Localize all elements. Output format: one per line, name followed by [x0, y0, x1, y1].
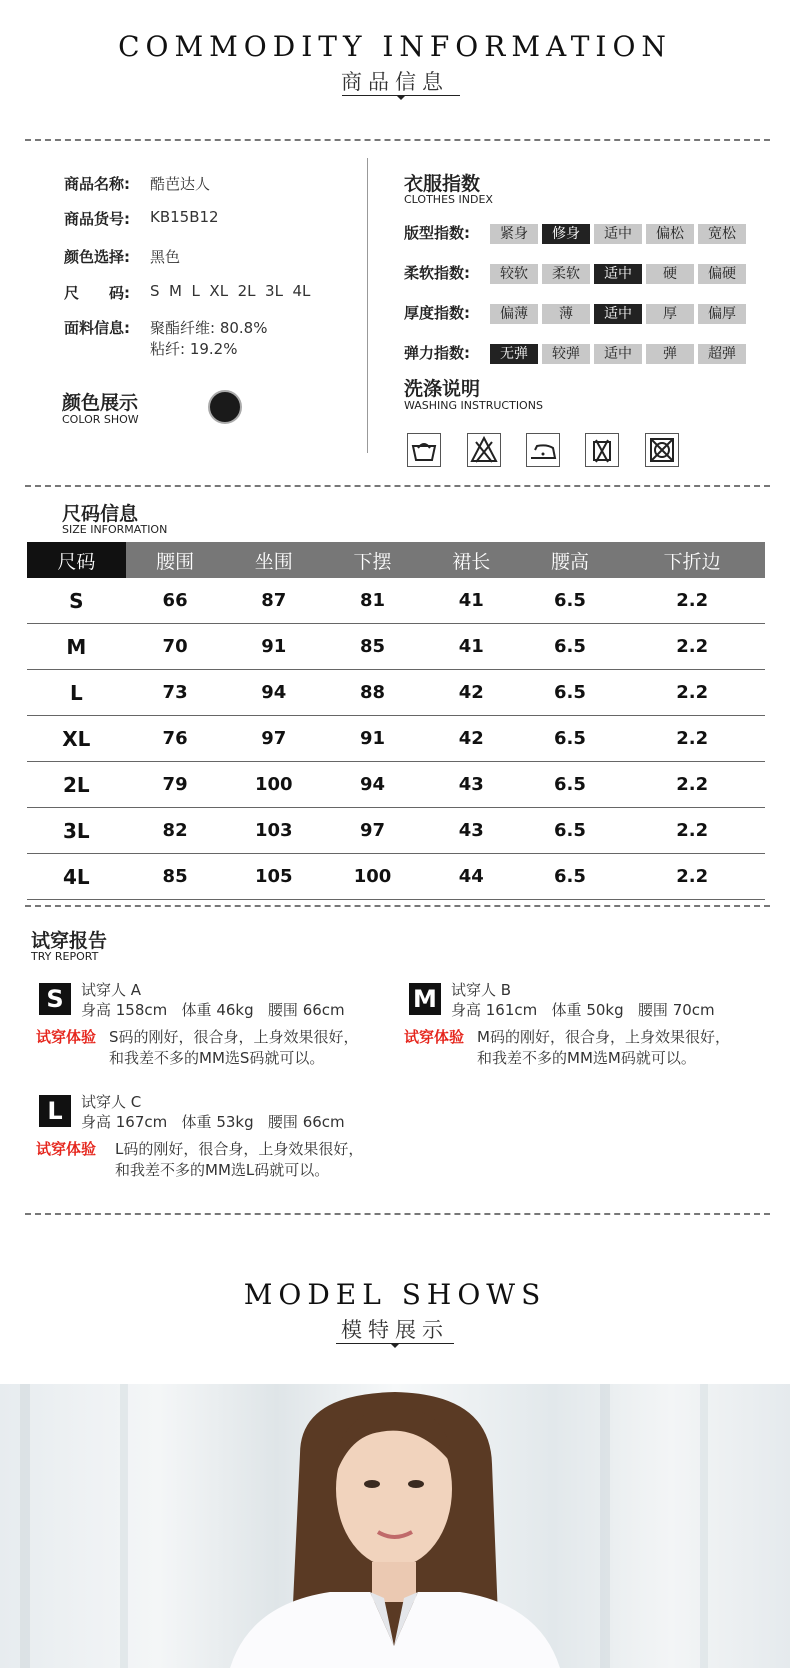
model-title-en: MODEL SHOWS: [243, 1278, 547, 1311]
tester-stats: 身高 158cm 体重 46kg 腰围 66cm: [81, 1001, 345, 1019]
index-option: 偏松: [646, 224, 694, 244]
index-option: 偏厚: [698, 304, 746, 324]
table-cell: 6.5: [521, 716, 620, 762]
index-option: 弹: [646, 344, 694, 364]
table-cell: 70: [126, 624, 225, 670]
index-option: 适中: [594, 264, 642, 284]
divider: [25, 139, 770, 141]
table-row: [27, 716, 765, 762]
table-cell: 6.5: [521, 854, 620, 900]
experience-line1: S码的刚好，很合身，上身效果很好，: [109, 1028, 359, 1046]
index-option: 偏薄: [490, 304, 538, 324]
index-row-label: 柔软指数:: [404, 264, 470, 282]
hand-wash-icon: [407, 433, 441, 467]
table-cell: 76: [126, 716, 225, 762]
table-cell: 6.5: [521, 624, 620, 670]
table-cell: 85: [323, 624, 422, 670]
fabric-line1: 聚酯纤维: 80.8%: [150, 319, 268, 337]
fabric-line2: 粘纤: 19.2%: [150, 340, 238, 358]
index-option: 超弹: [698, 344, 746, 364]
index-option: 适中: [594, 224, 642, 244]
table-cell: L: [27, 670, 126, 716]
model-photo: [0, 1384, 790, 1668]
table-cell: 43: [422, 808, 521, 854]
table-cell: 6.5: [521, 670, 620, 716]
table-cell: 82: [126, 808, 225, 854]
table-cell: 6.5: [521, 808, 620, 854]
size-table-header-cell: 坐围: [224, 542, 323, 578]
table-cell: 2.2: [619, 624, 765, 670]
table-cell: 2.2: [619, 670, 765, 716]
tester-name: 试穿人 B: [451, 981, 512, 999]
color-label: 颜色选择:: [64, 248, 130, 266]
table-cell: 41: [422, 624, 521, 670]
index-option: 较软: [490, 264, 538, 284]
index-option: 宽松: [698, 224, 746, 244]
size-table-header-cell: 裙长: [422, 542, 521, 578]
index-option: 适中: [594, 304, 642, 324]
table-cell: 88: [323, 670, 422, 716]
table-cell: 73: [126, 670, 225, 716]
table-cell: 91: [224, 624, 323, 670]
title-arrow: [390, 1343, 400, 1348]
table-cell: 6.5: [521, 762, 620, 808]
tester-name: 试穿人 A: [81, 981, 142, 999]
no-tumble-dry-icon: [645, 433, 679, 467]
tester-name: 试穿人 C: [81, 1093, 142, 1111]
experience-line2: 和我差不多的MM选L码就可以。: [115, 1161, 330, 1179]
table-cell: 2.2: [619, 762, 765, 808]
table-cell: 2L: [27, 762, 126, 808]
index-option: 偏硬: [698, 264, 746, 284]
name-value: 酷芭达人: [150, 175, 211, 193]
table-cell: 91: [323, 716, 422, 762]
sku-label: 商品货号:: [64, 210, 130, 228]
table-cell: 2.2: [619, 808, 765, 854]
table-cell: 2.2: [619, 716, 765, 762]
table-cell: 66: [126, 578, 225, 624]
index-option: 薄: [542, 304, 590, 324]
size-info-title: 尺码信息: [62, 503, 139, 525]
table-cell: 44: [422, 854, 521, 900]
index-option: 厚: [646, 304, 694, 324]
clothes-index-subtitle: CLOTHES INDEX: [404, 193, 493, 206]
size-badge-l: L: [39, 1095, 71, 1127]
table-cell: 105: [224, 854, 323, 900]
table-cell: 42: [422, 670, 521, 716]
size-table-header-cell: 下折边: [619, 542, 765, 578]
size-table: [27, 542, 765, 900]
tester-stats: 身高 167cm 体重 53kg 腰围 66cm: [81, 1113, 345, 1131]
experience-label: 试穿体验: [36, 1028, 97, 1046]
table-cell: 103: [224, 808, 323, 854]
table-cell: 100: [323, 854, 422, 900]
index-option: 柔软: [542, 264, 590, 284]
vertical-divider: [367, 158, 368, 453]
table-cell: XL: [27, 716, 126, 762]
index-option-bar: [490, 344, 750, 364]
experience-line1: L码的刚好，很合身，上身效果很好，: [115, 1140, 364, 1158]
index-option-bar: [490, 304, 750, 324]
index-option-bar: [490, 264, 750, 284]
table-cell: 2.2: [619, 578, 765, 624]
table-cell: 97: [323, 808, 422, 854]
washing-title: 洗涤说明: [404, 378, 481, 400]
table-cell: 94: [323, 762, 422, 808]
table-cell: 6.5: [521, 578, 620, 624]
table-row: [27, 854, 765, 900]
table-cell: 3L: [27, 808, 126, 854]
index-option: 较弹: [542, 344, 590, 364]
experience-label: 试穿体验: [404, 1028, 465, 1046]
size-badge-m: M: [409, 983, 441, 1015]
size-table-header: [27, 542, 765, 578]
color-value: 黑色: [150, 248, 181, 266]
title-arrow: [396, 95, 406, 100]
index-option: 紧身: [490, 224, 538, 244]
size-value: S M L XL 2L 3L 4L: [150, 282, 311, 300]
color-show-title: 颜色展示: [62, 392, 139, 414]
size-table-header-cell: 尺码: [27, 542, 126, 578]
table-cell: 41: [422, 578, 521, 624]
index-option: 无弹: [490, 344, 538, 364]
commodity-title-en: COMMODITY INFORMATION: [118, 30, 672, 63]
table-cell: 100: [224, 762, 323, 808]
table-cell: 87: [224, 578, 323, 624]
table-cell: M: [27, 624, 126, 670]
table-cell: S: [27, 578, 126, 624]
sku-value: KB15B12: [150, 208, 219, 226]
experience-line2: 和我差不多的MM选S码就可以。: [109, 1049, 325, 1067]
table-cell: 94: [224, 670, 323, 716]
table-cell: 81: [323, 578, 422, 624]
size-badge-s: S: [39, 983, 71, 1015]
table-row: [27, 670, 765, 716]
washing-subtitle: WASHING INSTRUCTIONS: [404, 399, 543, 412]
color-swatch[interactable]: [208, 390, 242, 424]
table-row: [27, 624, 765, 670]
color-show-subtitle: COLOR SHOW: [62, 413, 139, 426]
experience-label: 试穿体验: [36, 1140, 97, 1158]
table-row: [27, 578, 765, 624]
size-label: 尺 码:: [64, 284, 130, 302]
table-cell: 85: [126, 854, 225, 900]
index-option: 修身: [542, 224, 590, 244]
table-cell: 42: [422, 716, 521, 762]
experience-line1: M码的刚好，很合身，上身效果很好，: [477, 1028, 730, 1046]
table-cell: 4L: [27, 854, 126, 900]
model-title-cn: 模特展示: [341, 1318, 449, 1342]
divider: [25, 485, 770, 487]
index-row-label: 厚度指数:: [404, 304, 470, 322]
table-row: [27, 762, 765, 808]
table-cell: 43: [422, 762, 521, 808]
table-cell: 79: [126, 762, 225, 808]
index-row-label: 弹力指数:: [404, 344, 470, 362]
name-label: 商品名称:: [64, 175, 130, 193]
try-report-title: 试穿报告: [31, 930, 108, 952]
size-info-subtitle: SIZE INFORMATION: [62, 523, 168, 536]
index-option: 硬: [646, 264, 694, 284]
divider: [25, 905, 770, 907]
table-cell: 2.2: [619, 854, 765, 900]
try-report-subtitle: TRY REPORT: [31, 950, 99, 963]
index-option-bar: [490, 224, 750, 244]
fabric-label: 面料信息:: [64, 319, 130, 337]
divider: [25, 1213, 770, 1215]
no-bleach-icon: [467, 433, 501, 467]
index-option: 适中: [594, 344, 642, 364]
iron-icon: [526, 433, 560, 467]
tester-stats: 身高 161cm 体重 50kg 腰围 70cm: [451, 1001, 715, 1019]
table-row: [27, 808, 765, 854]
index-row-label: 版型指数:: [404, 224, 470, 242]
size-table-header-cell: 腰高: [521, 542, 620, 578]
size-table-header-cell: 腰围: [126, 542, 225, 578]
no-wring-icon: [585, 433, 619, 467]
commodity-title-cn: 商品信息: [341, 70, 449, 94]
table-cell: 97: [224, 716, 323, 762]
clothes-index-title: 衣服指数: [404, 173, 481, 195]
size-table-header-cell: 下摆: [323, 542, 422, 578]
experience-line2: 和我差不多的MM选M码就可以。: [477, 1049, 696, 1067]
